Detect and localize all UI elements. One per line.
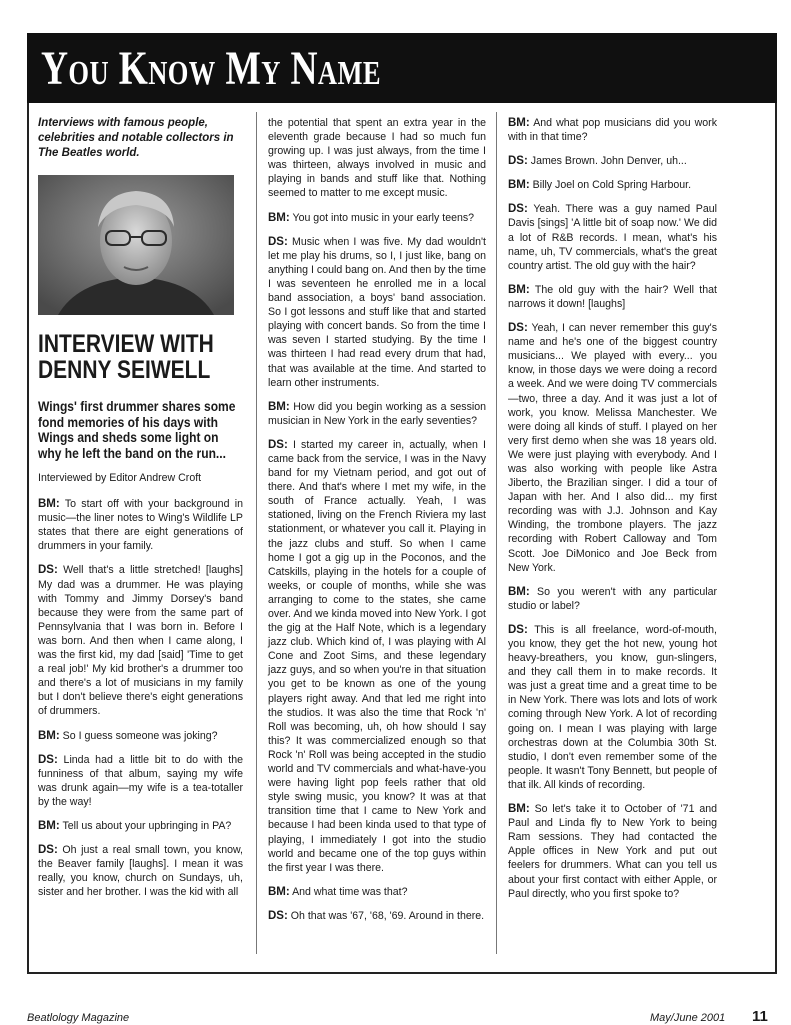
qa-text: You got into music in your early teens? bbox=[292, 211, 475, 224]
qa-paragraph bbox=[268, 235, 486, 390]
qa-text: So I guess someone was joking? bbox=[62, 729, 218, 742]
speaker-label: BM: bbox=[268, 211, 290, 224]
speaker-label: BM: bbox=[268, 885, 290, 898]
qa-paragraph bbox=[38, 729, 243, 743]
speaker-label: DS: bbox=[508, 623, 528, 636]
qa-paragraph bbox=[38, 843, 243, 899]
qa-text: And what time was that? bbox=[292, 885, 408, 898]
speaker-label: DS: bbox=[38, 844, 58, 857]
page-number: 11 bbox=[752, 1008, 768, 1025]
qa-text: To start off with your background in music—the liner notes to Wing's Wildlife LP states that there are eight generations of drummers in your family. bbox=[38, 498, 243, 553]
qa-text: I started my career in, actually, when I came back from the service, I was in the Navy band for my Vietnam period, and got out of there. And that's where I met my wife, in the south of France actually. Yeah, I was stationed, living on the French Riviera my last stationment, or whatever you call it. Playing in the jazz clubs and stuff. So when I came home I got a gig up in the Poconos, and the Catskills, playing in the hotels for a couple of weeks, or couple of months, while she was arranging to come to the states, she came over. And we kinda moved into New York. I got the gig at the Half Note, which is a legendary jazz club. Which kind of, I was playing with Al Cone and Zoot Sims, and these legendary jazz guys, and so when you're in that situation you get to be known as one of the young players right away. And that led me right into the studios. It was also the time that Rock 'n' Roll was becoming, uh, oh how should I say this? It was commercialized enough so that Rock 'n' Roll was being accepted in the studio world and TV commercials and what-have-you were having light pop feels rather that old style swing music, you know? It was at that transition time that I came to New York and because I had been kinda used to that type of playing, I immediately I got into the studio world and became one of the top guys within the first year I was there. bbox=[268, 438, 486, 874]
qa-paragraph bbox=[38, 753, 243, 809]
speaker-label: BM: bbox=[508, 117, 530, 129]
subheadline: Wings' first drummer shares some fond memories of his days with Wings and sheds some light on why he left the band on the run... bbox=[38, 398, 236, 461]
portrait-photo bbox=[38, 175, 234, 315]
qa-paragraph bbox=[508, 283, 717, 311]
speaker-label: DS: bbox=[268, 909, 288, 922]
speaker-label: BM: bbox=[508, 179, 530, 192]
speaker-label: BM: bbox=[38, 819, 60, 832]
frame-left bbox=[27, 103, 29, 973]
headline bbox=[38, 331, 240, 383]
qa-text: the potential that spent an extra year in the eleventh grade because I had so much fun growing up. I was just always, from the time I was thirteen, always involved in music and playing in bands and stuff like that. Nothing seemed to matter to me except music. bbox=[268, 117, 486, 200]
speaker-label: DS: bbox=[508, 155, 528, 168]
qa-paragraph bbox=[38, 563, 243, 718]
qa-text: Well that's a little stretched! [laughs] My dad was a drummer. He was playing with Tommy and Jimmy Dorsey's band because they were from the same part of Pennsylvania that I was born in. Before I was born. And then when I came along, I was the first kid, my dad [said] 'Time to get a real job!' My kid brother's a drummer too and there's a lot of musicians in my family but I don't believe there's eight generations of drummers. bbox=[38, 564, 243, 718]
headline-line-2: DENNY SEIWELL bbox=[38, 356, 211, 384]
qa-text: So you weren't with any particular studio or label? bbox=[508, 585, 717, 612]
speaker-label: BM: bbox=[268, 400, 290, 413]
qa-paragraph bbox=[268, 909, 486, 923]
speaker-label: BM: bbox=[38, 729, 60, 742]
qa-paragraph bbox=[38, 819, 243, 833]
qa-text: The old guy with the hair? Well that narrows it down! [laughs] bbox=[508, 283, 717, 310]
frame-right bbox=[775, 103, 777, 973]
footer-issue: May/June 2001 bbox=[650, 1012, 726, 1024]
headline-line-1: INTERVIEW WITH bbox=[38, 330, 214, 358]
speaker-label: BM: bbox=[508, 585, 530, 598]
column-3 bbox=[508, 116, 717, 911]
speaker-label: DS: bbox=[38, 753, 58, 766]
column-rule-2 bbox=[496, 112, 497, 954]
intro-text: Interviews with famous people, celebrities and notable collectors in The Beatles world. bbox=[38, 117, 234, 159]
qa-paragraph bbox=[508, 202, 717, 272]
qa-paragraph bbox=[508, 802, 717, 901]
qa-paragraph bbox=[268, 400, 486, 428]
section-title: You Know My Name bbox=[41, 42, 381, 95]
qa-text: Oh that was '67, '68, '69. Around in there. bbox=[290, 909, 485, 922]
qa-paragraph bbox=[508, 585, 717, 613]
qa-text: Linda had a little bit to do with the funniness of that album, saying my wife was drunk again—my wife is a tea-totaller by the way! bbox=[38, 753, 244, 808]
column-rule-1 bbox=[256, 112, 257, 954]
qa-paragraph bbox=[508, 154, 717, 168]
column-2 bbox=[268, 116, 486, 933]
qa-text: Oh just a real small town, you know, the Beaver family [laughs]. I mean it was really, you know, church on Sundays, uh, sister and her brother. I was the kid with all bbox=[38, 844, 243, 899]
qa-text: This is all freelance, word-of-mouth, you know, they get the hot new, young hot heavy-breathers, you know, gun-slingers, and they call them in to make records. It was just a great time and a great time to be in New York. There was lots and lots of work coming through New York. A lot of recording going on. I mean I was playing with large orchestras down at the Columbia 30th St. studio, I don't even remember some of the people. It wasn't Tony Bennett, but people of that ilk. All kinds of recording. bbox=[508, 623, 717, 791]
frame-bottom bbox=[27, 972, 777, 974]
byline: Interviewed by Editor Andrew Croft bbox=[38, 472, 202, 484]
qa-text: How did you begin working as a session musician in New York in the early seventies? bbox=[268, 400, 486, 427]
portrait-image bbox=[38, 175, 234, 315]
speaker-label: DS: bbox=[268, 235, 288, 248]
speaker-label: DS: bbox=[268, 438, 288, 451]
speaker-label: DS: bbox=[38, 564, 58, 577]
qa-paragraph bbox=[268, 885, 486, 899]
title-banner bbox=[27, 33, 777, 103]
speaker-label: DS: bbox=[508, 203, 528, 216]
speaker-label: DS: bbox=[508, 322, 528, 335]
qa-paragraph bbox=[508, 623, 717, 792]
qa-paragraph bbox=[268, 438, 486, 875]
qa-paragraph bbox=[508, 116, 717, 144]
qa-text: Billy Joel on Cold Spring Harbour. bbox=[532, 179, 692, 192]
qa-paragraph bbox=[508, 178, 717, 192]
qa-text: Tell us about your upbringing in PA? bbox=[62, 819, 232, 832]
qa-text: Music when I was five. My dad wouldn't let me play his drums, so I, I just like, bang on anything I could bang on. And then by the time I was seventeen he enrolled me in a local band association, a boys' band association. So I got lessons and stuff like that and started playing with concert bands. So from the time I was seven I started studying. By the time I was thirteen I had read every drum that had, that was available at the time. And started to learn other instruments. bbox=[268, 235, 487, 389]
qa-text: James Brown. John Denver, uh... bbox=[530, 155, 687, 168]
qa-paragraph bbox=[268, 116, 486, 201]
qa-text: Yeah, I can never remember this guy's name and he's one of the biggest country musicians... We played with every... you know, in those days we were doing a record a week. And we were doing TV commercials—two, three a day. And it was just a lot of work, you know. Melissa Manchester. We were doing all kinds of stuff. I played on her very first demo when she was 18 years old. We were just playing with everybody. And I was also working with people like Astra Jiberto, the Brazilian singer. I did a tour of Japan with her. And I also did... my first recording was with J.J. Johnson and Kay Winding, the trombone players. The jazz recording with Robert Calloway and Tom Scott. Joe DiMonico and Joe Beck from New York. bbox=[508, 322, 717, 574]
speaker-label: BM: bbox=[508, 283, 530, 296]
qa-paragraph bbox=[38, 497, 243, 553]
column-1 bbox=[38, 116, 243, 909]
qa-text: So let's take it to October of '71 and Paul and Linda fly to New York to being Ram sessions. They had contacted the Apple offices in New York and put out feelers for drummers. What can you tell us about your first contact with either Apple, or Paul directly, who you first spoke to? bbox=[508, 803, 717, 900]
qa-paragraph bbox=[508, 321, 717, 575]
footer-magazine: Beatlology Magazine bbox=[27, 1012, 130, 1024]
qa-paragraph bbox=[268, 211, 486, 225]
speaker-label: BM: bbox=[508, 803, 530, 816]
qa-text: And what pop musicians did you work with in that time? bbox=[508, 117, 718, 144]
speaker-label: BM: bbox=[38, 498, 60, 511]
qa-text: Yeah. There was a guy named Paul Davis [sings] 'A little bit of soap now.' We did a lot of R&B records. I mean, what's his name, uh, TV commercials, what's the great country artist. The old guy with the hair? bbox=[508, 203, 717, 272]
